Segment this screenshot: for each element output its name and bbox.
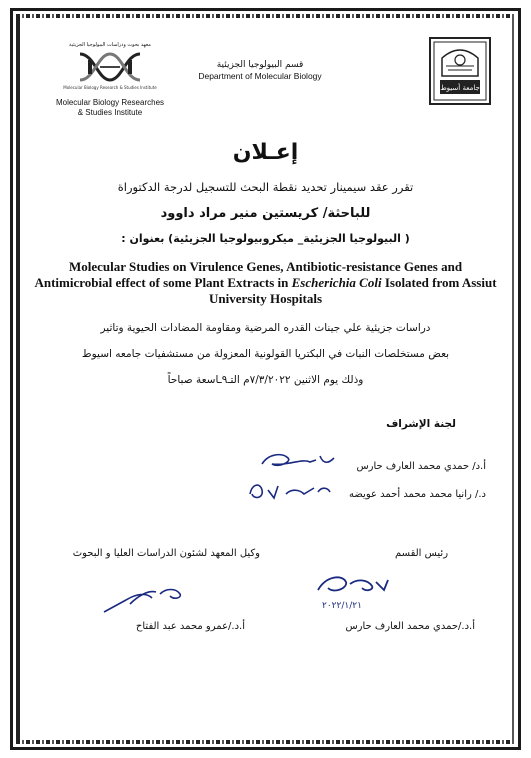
institute-header bbox=[40, 42, 180, 118]
announcement-intro: تقرر عقد سيمينار تحديد نقطة البحث للتسجيل لدرجة الدكتوراة bbox=[117, 180, 414, 194]
department-head-signature bbox=[312, 568, 392, 602]
english-title-part1: Molecular Studies on Virulence Genes, Antibiotic-resistance Genes and Antimicrobial effect of some Plant Extracts in bbox=[34, 259, 463, 290]
member1-signature bbox=[258, 448, 338, 474]
announcement-title: إعـلان bbox=[232, 140, 299, 165]
department-head-name: أ.د./حمدي محمد العارف حارس bbox=[345, 621, 475, 632]
research-field: ( البيولوجيا الجزيئية_ ميكروبيولوجيا الجزيئية) بعنوان : bbox=[121, 232, 410, 245]
department-header bbox=[185, 60, 335, 81]
department-head-title: رئيس القسم bbox=[395, 548, 449, 559]
department-head-date: ٢٠٢٢/١/٢١ bbox=[322, 601, 362, 611]
vice-dean-signature bbox=[96, 582, 196, 618]
arabic-thesis-title-line1: دراسات جزيئية علي جينات القدره المرضية ومقاومة المضادات الحيوية وتاثير bbox=[100, 322, 431, 334]
vice-dean-name: أ.د./عمرو محمد عبد الفتاح bbox=[135, 621, 245, 632]
committee-member-1: أ.د/ حمدي محمد العارف حارس bbox=[356, 461, 486, 472]
vice-dean-title: وكيل المعهد لشئون الدراسات العليا و البحوث bbox=[72, 548, 260, 559]
university-seal-icon bbox=[428, 36, 492, 106]
institute-name-line1: Molecular Biology Researches bbox=[55, 98, 165, 107]
logo-english-caption: Molecular Biology Research & Studies Institute bbox=[63, 85, 157, 90]
institute-name-line2: & Studies Institute bbox=[77, 108, 143, 117]
seal-text: جامعة أسيوط bbox=[440, 84, 480, 92]
english-thesis-title bbox=[30, 259, 501, 307]
arabic-thesis-title-line2: بعض مستخلصات النبات في البكتريا القولونية المعزولة من مستشفيات جامعه اسيوط bbox=[81, 348, 450, 360]
dna-logo-icon bbox=[74, 50, 146, 84]
committee-heading: لجنة الإشراف bbox=[386, 418, 456, 430]
seminar-schedule: وذلك يوم الاثنين ٧/٣/٢٠٢٢م التـ٩ـاسعة صباحاً bbox=[167, 374, 364, 386]
logo-arabic-caption: معهد بحوث ودراسات البيولوجيا الجزيئية bbox=[69, 42, 151, 48]
department-arabic: قسم البيولوجيا الجزيئية bbox=[216, 60, 304, 70]
institute-name bbox=[40, 98, 180, 118]
committee-member-2: د./ رانيا محمد محمد أحمد عويضه bbox=[349, 489, 486, 500]
member2-signature bbox=[244, 476, 334, 506]
department-english: Department of Molecular Biology bbox=[198, 71, 322, 81]
researcher-name: للباحثة/ كريستين منير مراد داوود bbox=[160, 206, 371, 221]
english-title-organism: Escherichia Coli bbox=[291, 275, 382, 290]
english-title-part2: Isolated from Assiut University Hospitals bbox=[208, 275, 497, 306]
